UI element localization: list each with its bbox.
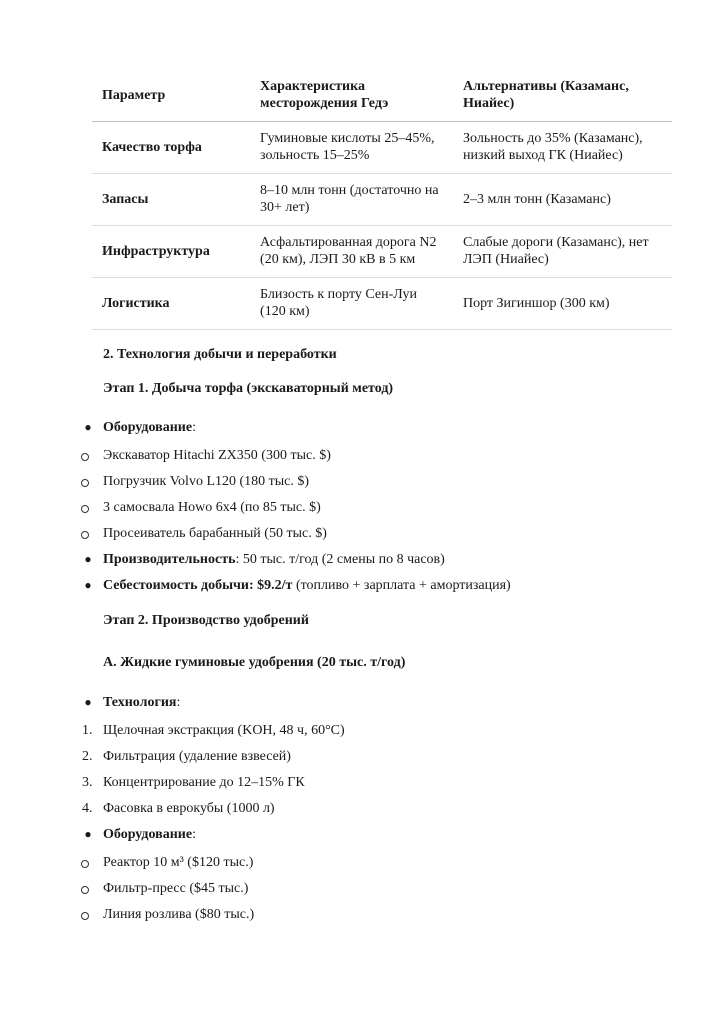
label-suffix: :	[192, 827, 196, 842]
table-cell-gede	[250, 225, 453, 277]
table-cell-alt	[453, 277, 672, 329]
step-number: 4.	[82, 801, 93, 816]
list-item: Просеиватель барабанный (50 тыс. $)	[103, 526, 327, 541]
table-cell-alt	[453, 225, 672, 277]
table-row	[92, 225, 672, 277]
subsection-heading: А. Жидкие гуминовые удобрения (20 тыс. т/год)	[103, 655, 406, 670]
list-item: 3 самосвала Howo 6x4 (по 85 тыс. $)	[103, 500, 321, 515]
step-number: 1.	[82, 723, 93, 738]
disc-bullet-icon: ●	[84, 552, 92, 566]
list-item: Реактор 10 м³ ($120 тыс.)	[103, 855, 254, 870]
table-cell-param: Логистика	[102, 295, 170, 311]
equipment-label: Оборудование	[103, 420, 193, 435]
list-item: Экскаватор Hitachi ZX350 (300 тыс. $)	[103, 448, 331, 463]
list-item	[103, 694, 180, 711]
cell-text: низкий выход ГК (Ниайес)	[463, 148, 623, 163]
table-cell-param: Запасы	[102, 191, 149, 207]
list-item: Линия розлива ($80 тыс.)	[103, 907, 255, 922]
equipment-label: Оборудование	[103, 827, 193, 842]
table-row	[92, 173, 672, 225]
step-number: 2.	[82, 749, 93, 764]
cell-text: (20 км), ЛЭП 30 кВ в 5 км	[260, 252, 416, 267]
disc-bullet-icon: ●	[84, 695, 92, 709]
stage1-heading: Этап 1. Добыча торфа (экскаваторный метод)	[103, 381, 394, 396]
cell-text: Слабые дороги (Казаманс), нет	[463, 235, 649, 250]
label-suffix: :	[176, 695, 181, 710]
circle-bullet-icon	[81, 860, 89, 868]
cost-value: : $9.2/т	[249, 578, 293, 593]
table-cell-param: Инфраструктура	[102, 243, 210, 259]
table-header-cell	[92, 70, 250, 121]
table-header-text: Альтернативы (Казаманс,	[463, 79, 629, 95]
productivity-label: Производительность	[103, 552, 236, 567]
list-item: Погрузчик Volvo L120 (180 тыс. $)	[103, 474, 310, 489]
table-header-cell	[453, 70, 672, 121]
list-item	[103, 551, 445, 568]
cell-text: 8–10 млн тонн (достаточно на	[260, 183, 439, 198]
list-item	[103, 826, 196, 843]
list-item: Фильтрация (удаление взвесей)	[103, 749, 291, 764]
table-header-text: месторождения Гедэ	[260, 96, 389, 112]
table-header-text: Параметр	[102, 87, 166, 103]
cell-text: 2–3 млн тонн (Казаманс)	[463, 191, 611, 207]
cell-text: Близость к порту Сен-Луи	[260, 287, 417, 302]
section-heading: 2. Технология добычи и переработки	[103, 347, 337, 362]
circle-bullet-icon	[81, 505, 89, 513]
list-item	[103, 419, 196, 436]
list-item: Фасовка в еврокубы (1000 л)	[103, 801, 275, 816]
table-cell-alt	[453, 173, 672, 225]
table-cell-alt	[453, 121, 672, 173]
list-item: Концентрирование до 12–15% ГК	[103, 775, 305, 790]
cell-text: Зольность до 35% (Казаманс),	[463, 131, 643, 146]
cell-text: Асфальтированная дорога N2	[260, 235, 437, 250]
cell-text: Гуминовые кислоты 25–45%,	[260, 131, 435, 146]
table-row	[92, 277, 672, 329]
cell-text: зольность 15–25%	[260, 148, 370, 163]
table-cell-param: Качество торфа	[102, 139, 202, 155]
circle-bullet-icon	[81, 886, 89, 894]
cost-note: (топливо + зарплата + амортизация)	[292, 578, 511, 593]
technology-label: Технология	[103, 695, 177, 710]
circle-bullet-icon	[81, 453, 89, 461]
productivity-value: : 50 тыс. т/год (2 смены по 8 часов)	[235, 552, 445, 567]
table-header-cell	[250, 70, 453, 121]
list-item: Щелочная экстракция (KOH, 48 ч, 60°C)	[103, 723, 345, 738]
table-row	[92, 121, 672, 173]
list-item: Фильтр-пресс ($45 тыс.)	[103, 881, 249, 896]
table-cell-gede	[250, 277, 453, 329]
list-item	[103, 577, 511, 594]
disc-bullet-icon: ●	[84, 578, 92, 592]
disc-bullet-icon: ●	[84, 420, 92, 434]
cell-text: 30+ лет)	[260, 200, 310, 215]
table-header-text: Ниайес)	[463, 96, 515, 112]
circle-bullet-icon	[81, 479, 89, 487]
circle-bullet-icon	[81, 531, 89, 539]
stage2-heading: Этап 2. Производство удобрений	[103, 613, 309, 628]
step-number: 3.	[82, 775, 93, 790]
cell-text: (120 км)	[260, 304, 310, 319]
label-suffix: :	[192, 420, 196, 435]
cost-label: Себестоимость добычи	[103, 578, 249, 593]
circle-bullet-icon	[81, 912, 89, 920]
comparison-table	[92, 70, 672, 330]
disc-bullet-icon: ●	[84, 827, 92, 841]
table-cell-gede	[250, 121, 453, 173]
table-header-row	[92, 70, 672, 121]
cell-text: ЛЭП (Ниайес)	[463, 252, 549, 267]
cell-text: Порт Зигиншор (300 км)	[463, 295, 610, 311]
table-header-text: Характеристика	[260, 79, 365, 95]
table-cell-gede	[250, 173, 453, 225]
